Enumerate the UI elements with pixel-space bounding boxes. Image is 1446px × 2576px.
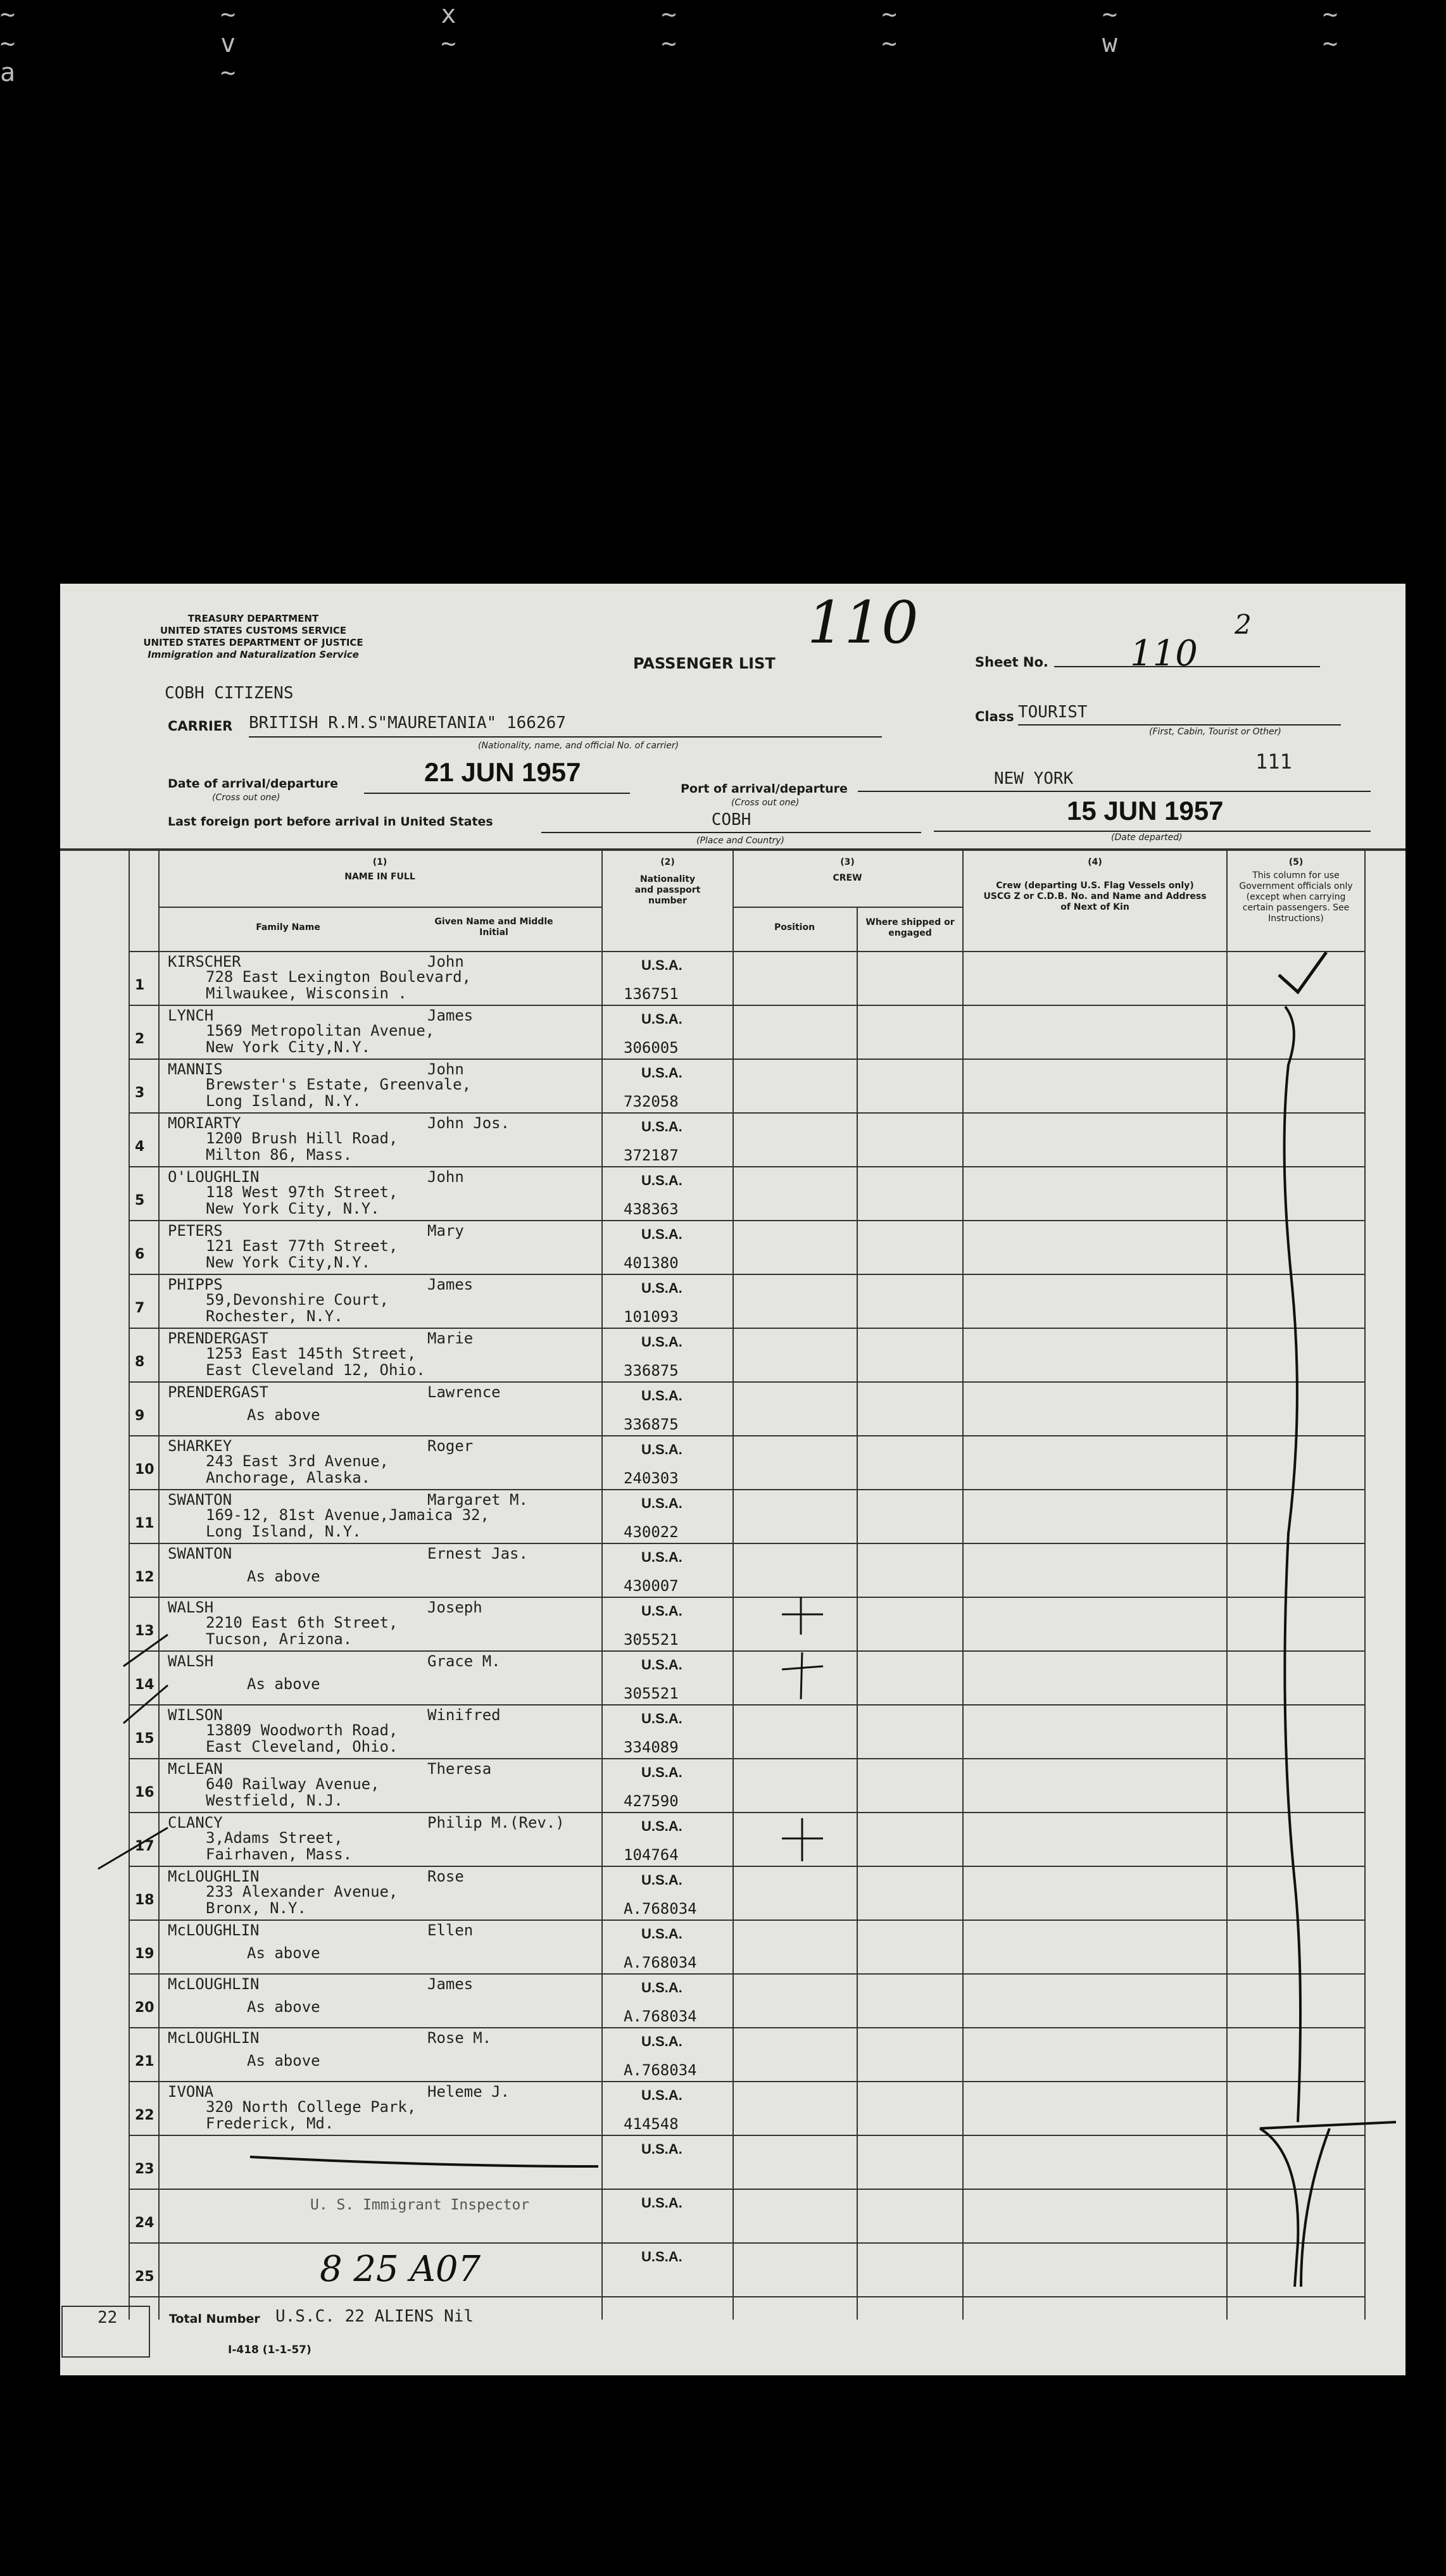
- passport-number: 305521: [624, 1631, 679, 1649]
- address-line-1: 640 Railway Avenue,: [206, 1775, 380, 1793]
- nationality: U.S.A.: [641, 1980, 682, 1995]
- address-line-2: New York City,N.Y.: [206, 1038, 371, 1056]
- form-title: PASSENGER LIST: [633, 655, 776, 672]
- given-name: John: [427, 1060, 464, 1078]
- row-number: 6: [135, 1247, 145, 1262]
- nationality: U.S.A.: [641, 1388, 682, 1404]
- row-number: 15: [135, 1731, 154, 1747]
- address-line-2: New York City, N.Y.: [206, 1200, 380, 1217]
- address-line-1: 1569 Metropolitan Avenue,: [206, 1022, 435, 1040]
- row-number: 25: [135, 2269, 154, 2285]
- row-number: 4: [135, 1139, 145, 1155]
- nationality: U.S.A.: [641, 2249, 682, 2265]
- nationality: U.S.A.: [641, 1549, 682, 1565]
- family-name: SHARKEY: [168, 1437, 232, 1455]
- family-name: LYNCH: [168, 1007, 214, 1024]
- family-name: CLANCY: [168, 1814, 223, 1831]
- sheet-number-sup: 2: [1235, 609, 1252, 640]
- address-line-1: 243 East 3rd Avenue,: [206, 1452, 389, 1470]
- address-line-2: Anchorage, Alaska.: [206, 1469, 371, 1486]
- family-name: McLOUGHLIN: [168, 1975, 260, 1993]
- family-name: McLOUGHLIN: [168, 2029, 260, 2047]
- dept-line-4: Immigration and Naturalization Service: [148, 649, 359, 660]
- family-name: PRENDERGAST: [168, 1383, 268, 1401]
- nationality: U.S.A.: [641, 2087, 682, 2103]
- row-number: 16: [135, 1785, 154, 1800]
- row-number: 9: [135, 1408, 145, 1424]
- nationality: U.S.A.: [641, 1065, 682, 1081]
- given-name: Roger: [427, 1437, 474, 1455]
- carrier-value: BRITISH R.M.S"MAURETANIA" 166267: [249, 713, 882, 738]
- passport-number: 104764: [624, 1846, 679, 1864]
- given-name: Philip M.(Rev.): [427, 1814, 565, 1831]
- passport-number: 401380: [624, 1254, 679, 1272]
- given-name: Winifred: [427, 1706, 501, 1724]
- given-name: Theresa: [427, 1760, 492, 1778]
- address-line-2: Long Island, N.Y.: [206, 1092, 362, 1110]
- inspector-stamp: U. S. Immigrant Inspector: [310, 2197, 530, 2213]
- nationality: U.S.A.: [641, 1442, 682, 1457]
- row-number: 14: [135, 1677, 154, 1693]
- given-name: Grace M.: [427, 1652, 501, 1670]
- passport-number: 240303: [624, 1469, 679, 1487]
- class-label: Class: [975, 709, 1014, 724]
- port-label: Port of arrival/departure: [681, 782, 848, 796]
- nationality: U.S.A.: [641, 1764, 682, 1780]
- row-number: 13: [135, 1623, 154, 1639]
- family-name: IVONA: [168, 2083, 214, 2101]
- arrival-label: Date of arrival/departure: [168, 777, 338, 791]
- nationality: U.S.A.: [641, 1872, 682, 1888]
- row-number: 21: [135, 2054, 154, 2070]
- passport-number: 305521: [624, 1685, 679, 1702]
- checkmark-row-1: [1279, 952, 1326, 992]
- form-number: I-418 (1-1-57): [228, 2344, 311, 2356]
- vertical-check-line: [1285, 1007, 1300, 2122]
- address-line-1: As above: [247, 1406, 320, 1424]
- nationality: U.S.A.: [641, 1495, 682, 1511]
- address-line-1: 59,Devonshire Court,: [206, 1291, 389, 1309]
- address-line-1: Brewster's Estate, Greenvale,: [206, 1076, 472, 1093]
- family-name: MANNIS: [168, 1060, 223, 1078]
- address-line-2: Westfield, N.J.: [206, 1792, 343, 1809]
- col2-title: Nationality and passport number: [634, 874, 701, 906]
- passport-number: 336875: [624, 1362, 679, 1379]
- passport-number: A.768034: [624, 2007, 697, 2025]
- total-box: [61, 2306, 150, 2358]
- cross-mark-row-17: [782, 1818, 823, 1861]
- col4-title: Crew (departing U.S. Flag Vessels only) USCG Z or C.D.B. No. and Name and Address of Next of Kin: [983, 881, 1207, 912]
- given-name: James: [427, 1276, 474, 1293]
- given-name: Margaret M.: [427, 1491, 528, 1509]
- passport-number: 334089: [624, 1738, 679, 1756]
- passport-number: 414548: [624, 2115, 679, 2133]
- row-number: 22: [135, 2108, 154, 2123]
- class-value: TOURIST: [1018, 703, 1341, 726]
- address-line-1: 1200 Brush Hill Road,: [206, 1129, 398, 1147]
- address-line-1: 2210 East 6th Street,: [206, 1614, 398, 1631]
- row-number: 24: [135, 2215, 154, 2231]
- given-name: John: [427, 953, 464, 971]
- handwritten-marks: [60, 584, 1405, 2375]
- address-line-2: East Cleveland 12, Ohio.: [206, 1361, 425, 1379]
- given-name: John Jos.: [427, 1114, 510, 1132]
- nationality: U.S.A.: [641, 957, 682, 973]
- margin-slashes: [98, 1635, 168, 1869]
- address-line-2: Milwaukee, Wisconsin .: [206, 984, 407, 1002]
- port-name: NEW YORK: [994, 769, 1074, 788]
- nationality: U.S.A.: [641, 1226, 682, 1242]
- passport-number: A.768034: [624, 1954, 697, 1971]
- arrival-date-stamp: 21 JUN 1957: [424, 757, 581, 787]
- family-name: SWANTON: [168, 1545, 232, 1562]
- given-name: Rose: [427, 1868, 464, 1885]
- col3-number: (3): [840, 857, 855, 867]
- row-number: 1: [135, 977, 145, 993]
- address-line-1: 320 North College Park,: [206, 2098, 417, 2116]
- given-name: Ernest Jas.: [427, 1545, 528, 1562]
- total-box-value: 22: [97, 2308, 118, 2327]
- given-name: Marie: [427, 1329, 474, 1347]
- passport-number: 438363: [624, 1200, 679, 1218]
- row-number: 11: [135, 1516, 154, 1531]
- address-line-1: As above: [247, 1998, 320, 2016]
- passenger-list-sheet: [60, 584, 1405, 2375]
- passport-number: 306005: [624, 1039, 679, 1057]
- family-name: O'LOUGHLIN: [168, 1168, 260, 1186]
- last-port-value: COBH: [541, 810, 921, 833]
- family-name: WALSH: [168, 1652, 214, 1670]
- nationality: U.S.A.: [641, 1926, 682, 1942]
- dept-line-1: TREASURY DEPARTMENT: [187, 613, 319, 624]
- closing-cross-mark: [1260, 2122, 1396, 2287]
- address-line-2: Long Island, N.Y.: [206, 1523, 362, 1540]
- given-name-header: Given Name and Middle Initial: [434, 917, 553, 938]
- address-line-1: As above: [247, 2052, 320, 2070]
- address-line-2: Tucson, Arizona.: [206, 1630, 353, 1648]
- nationality: U.S.A.: [641, 1119, 682, 1134]
- row-number: 12: [135, 1569, 154, 1585]
- address-line-1: As above: [247, 1568, 320, 1585]
- address-line-2: Frederick, Md.: [206, 2114, 334, 2132]
- family-name-header: Family Name: [256, 922, 320, 933]
- sheet-number: 110: [1130, 633, 1198, 674]
- nationality: U.S.A.: [641, 1011, 682, 1027]
- given-name: James: [427, 1975, 474, 1993]
- address-line-1: 13809 Woodworth Road,: [206, 1721, 398, 1739]
- nationality: U.S.A.: [641, 1280, 682, 1296]
- carrier-label: CARRIER: [168, 719, 233, 734]
- passport-number: 430007: [624, 1577, 679, 1595]
- row-number: 18: [135, 1892, 154, 1908]
- nationality: U.S.A.: [641, 1818, 682, 1834]
- family-name: McLOUGHLIN: [168, 1921, 260, 1939]
- col1-number: (1): [372, 857, 387, 867]
- col5-title: This column for use Government officials only (except when carrying certain passengers. See Instructions): [1239, 870, 1353, 924]
- col1-title: NAME IN FULL: [344, 872, 415, 882]
- citizens-heading: COBH CITIZENS: [165, 684, 294, 703]
- passport-number: 336875: [624, 1416, 679, 1433]
- address-line-1: 1253 East 145th Street,: [206, 1345, 417, 1362]
- row-number: 19: [135, 1946, 154, 1962]
- family-name: McLEAN: [168, 1760, 223, 1778]
- inspector-signature-line: [250, 2157, 598, 2166]
- dept-line-3: UNITED STATES DEPARTMENT OF JUSTICE: [143, 637, 363, 648]
- address-line-2: Milton 86, Mass.: [206, 1146, 353, 1164]
- family-name: PHIPPS: [168, 1276, 223, 1293]
- address-line-1: 118 West 97th Street,: [206, 1183, 398, 1201]
- col2-number: (2): [660, 857, 675, 867]
- given-name: Ellen: [427, 1921, 474, 1939]
- passport-number: 372187: [624, 1147, 679, 1164]
- address-line-1: 121 East 77th Street,: [206, 1237, 398, 1255]
- row-number: 3: [135, 1085, 145, 1101]
- nationality: U.S.A.: [641, 2033, 682, 2049]
- arrival-note: (Cross out one): [212, 793, 280, 803]
- family-name: KIRSCHER: [168, 953, 241, 971]
- passport-number: 427590: [624, 1792, 679, 1810]
- passport-number: 136751: [624, 985, 679, 1003]
- given-name: Mary: [427, 1222, 464, 1240]
- class-number: 111: [1255, 750, 1292, 774]
- address-line-1: As above: [247, 1944, 320, 1962]
- nationality: U.S.A.: [641, 1711, 682, 1726]
- nationality: U.S.A.: [641, 1603, 682, 1619]
- address-line-2: New York City,N.Y.: [206, 1253, 371, 1271]
- row-number: 17: [135, 1838, 154, 1854]
- family-name: PRENDERGAST: [168, 1329, 268, 1347]
- passport-number: A.768034: [624, 1900, 697, 1918]
- row-number: 10: [135, 1462, 154, 1478]
- row-number: 23: [135, 2161, 154, 2177]
- col4-number: (4): [1088, 857, 1102, 867]
- nationality: U.S.A.: [641, 1657, 682, 1673]
- address-line-2: Fairhaven, Mass.: [206, 1845, 353, 1863]
- address-line-1: 233 Alexander Avenue,: [206, 1883, 398, 1901]
- shipped-header: Where shipped or engaged: [865, 917, 955, 938]
- inspector-initials: 8 25 A07: [320, 2249, 481, 2290]
- nationality: U.S.A.: [641, 2195, 682, 2211]
- page-edge-marks: ~ ~ x ~ ~ ~ ~ ~ v ~ ~ ~ w ~ a ~: [0, 0, 1433, 87]
- given-name: Lawrence: [427, 1383, 501, 1401]
- family-name: McLOUGHLIN: [168, 1868, 260, 1885]
- carrier-note: (Nationality, name, and official No. of carrier): [478, 741, 679, 751]
- address-line-2: Bronx, N.Y.: [206, 1899, 306, 1917]
- last-port-label: Last foreign port before arrival in United States: [168, 815, 493, 829]
- port-note: (Cross out one): [731, 798, 800, 808]
- passport-number: 430022: [624, 1523, 679, 1541]
- given-name: Joseph: [427, 1599, 482, 1616]
- given-name: John: [427, 1168, 464, 1186]
- row-number: 7: [135, 1300, 145, 1316]
- address-line-1: 169-12, 81st Avenue,Jamaica 32,: [206, 1506, 489, 1524]
- row-number: 5: [135, 1193, 145, 1209]
- cross-mark-row-13: [782, 1597, 823, 1635]
- passport-number: A.768034: [624, 2061, 697, 2079]
- departed-note: (Date departed): [1111, 832, 1183, 843]
- family-name: SWANTON: [168, 1491, 232, 1509]
- address-line-2: East Cleveland, Ohio.: [206, 1738, 398, 1756]
- address-line-1: As above: [247, 1675, 320, 1693]
- nationality: U.S.A.: [641, 1334, 682, 1350]
- family-name: PETERS: [168, 1222, 223, 1240]
- row-number: 8: [135, 1354, 145, 1370]
- handwritten-page-number: 110: [807, 589, 919, 657]
- position-header: Position: [774, 922, 815, 933]
- given-name: Rose M.: [427, 2029, 492, 2047]
- total-number-label: Total Number: [169, 2312, 260, 2326]
- row-number: 20: [135, 2000, 154, 2016]
- total-number-value: U.S.C. 22 ALIENS Nil: [275, 2307, 474, 2326]
- col5-number: (5): [1288, 857, 1304, 867]
- sheet-label: Sheet No.: [975, 655, 1048, 670]
- col3-title: CREW: [833, 873, 862, 883]
- last-port-note: (Place and Country): [696, 836, 785, 846]
- address-line-1: 3,Adams Street,: [206, 1829, 343, 1847]
- family-name: WALSH: [168, 1599, 214, 1616]
- cross-mark-row-14: [782, 1652, 823, 1699]
- class-note: (First, Cabin, Tourist or Other): [1149, 727, 1281, 737]
- departed-date-stamp: 15 JUN 1957: [1067, 796, 1224, 826]
- passport-number: 732058: [624, 1093, 679, 1110]
- family-name: MORIARTY: [168, 1114, 241, 1132]
- address-line-1: 728 East Lexington Boulevard,: [206, 968, 472, 986]
- given-name: Heleme J.: [427, 2083, 510, 2101]
- nationality: U.S.A.: [641, 1172, 682, 1188]
- given-name: James: [427, 1007, 474, 1024]
- nationality: U.S.A.: [641, 2141, 682, 2157]
- family-name: WILSON: [168, 1706, 223, 1724]
- passport-number: 101093: [624, 1308, 679, 1326]
- row-number: 2: [135, 1031, 145, 1047]
- dept-line-2: UNITED STATES CUSTOMS SERVICE: [160, 625, 347, 636]
- address-line-2: Rochester, N.Y.: [206, 1307, 343, 1325]
